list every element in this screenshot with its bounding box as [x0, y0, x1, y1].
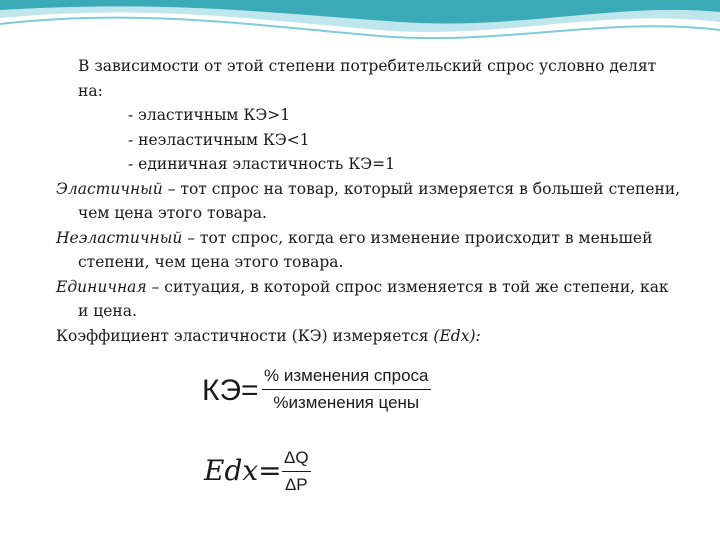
- term-unit: Единичная: [56, 277, 147, 296]
- formula-image: [178, 352, 486, 524]
- formula-2-denominator: ΔP: [284, 475, 308, 494]
- term-inelastic: Неэластичный: [56, 228, 183, 247]
- bullet-inelastic: - неэластичным КЭ<1: [128, 130, 310, 149]
- formula-1-lhs: КЭ=: [202, 374, 259, 407]
- definition-unit-body: – ситуация, в которой спрос изменяется в той же степени, как и цена.: [78, 277, 669, 320]
- slide-body: [56, 54, 682, 348]
- formula-2-numerator: ΔQ: [282, 448, 311, 472]
- intro-paragraph: [56, 54, 682, 103]
- formula-2-lhs: Edx=: [204, 454, 282, 487]
- coefficient-line: [56, 324, 682, 349]
- coefficient-text: Коэффициент эластичности (КЭ) измеряется: [56, 326, 434, 345]
- bullet-elastic: - эластичным КЭ>1: [128, 106, 291, 124]
- intro-line-1: В зависимости от этой степени потребительский спрос условно делят: [78, 57, 657, 75]
- term-elastic: Эластичный: [56, 179, 163, 198]
- formula-1-numerator: % изменения спроса: [262, 366, 431, 390]
- bullet-unit: - единичная эластичность КЭ=1: [128, 155, 395, 173]
- formula-1-fraction: [262, 366, 431, 413]
- coefficient-term: (Edx):: [433, 326, 481, 345]
- header-wave-decoration: [0, 0, 720, 60]
- formula-1-denominator: %изменения цены: [273, 393, 420, 412]
- definition-inelastic-body: – тот спрос, когда его изменение происходит в меньшей степени, чем цена этого товара.: [78, 228, 653, 271]
- definition-unit: [56, 275, 682, 324]
- definition-inelastic: [56, 226, 682, 275]
- intro-line-2: на:: [78, 81, 103, 100]
- formula-2-fraction: [282, 448, 311, 495]
- definition-elastic-body: – тот спрос на товар, который измеряется в большей степени, чем цена этого товара.: [78, 179, 681, 222]
- definition-elastic: [56, 177, 682, 226]
